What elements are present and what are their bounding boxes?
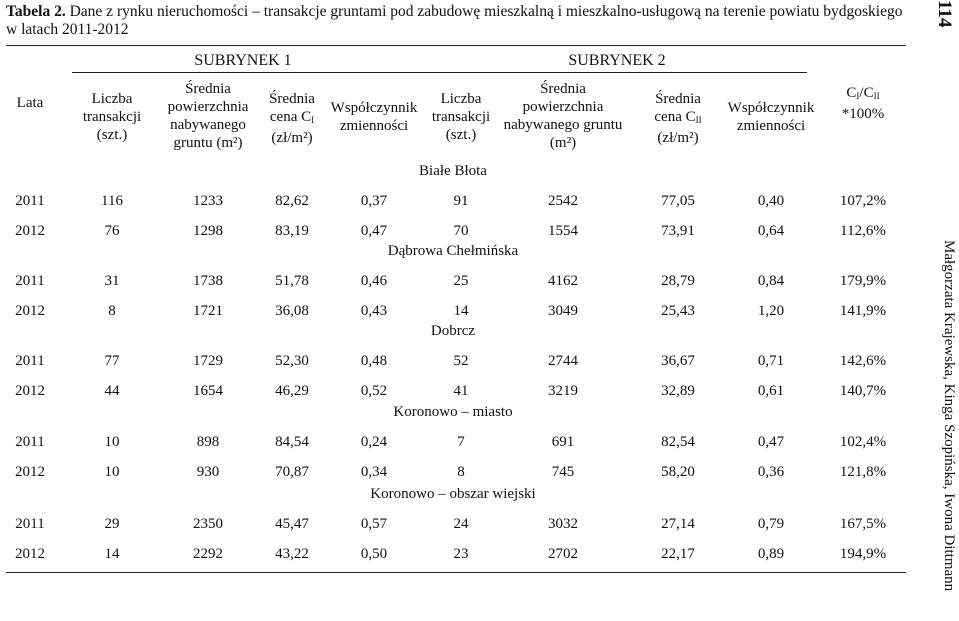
table-cell: 14 [453,303,469,319]
table-caption [6,3,906,39]
table-cell: 31 [104,273,120,289]
table-cell: 10 [104,434,120,450]
table-cell: 1,20 [757,303,785,319]
table-cell: 25,43 [661,303,695,319]
table-cell: 167,5% [839,516,887,532]
table-cell: 102,4% [839,434,887,450]
table-cell: 142,6% [839,353,887,369]
table-bottom-rule [6,572,906,573]
header-subrynek-2: SUBRYNEK 2 [568,52,666,69]
table-cell: 2012 [15,303,45,319]
header-lata: Lata [16,95,44,111]
table-cell: 112,6% [840,223,886,239]
table-cell: 930 [196,464,220,480]
table-cell: 14 [104,546,120,562]
table-cell: 141,9% [839,303,887,319]
header-s2-srednia-cena: Średnia cena $C_{II}$ (zł/m²) [654,91,702,146]
table-cell: 0,61 [757,383,785,399]
table-cell: 52 [453,353,469,369]
group-name: Dąbrowa Chełmińska [387,243,519,259]
table-cell: 691 [551,434,575,450]
table-cell: 4162 [548,273,578,289]
table-cell: 45,47 [275,516,309,532]
table-cell: 2012 [15,383,45,399]
table-cell: 1729 [193,353,223,369]
table-cell: 0,79 [757,516,785,532]
table-cell: 2292 [193,546,223,562]
table-cell: 2011 [15,516,45,532]
table-cell: 28,79 [661,273,695,289]
table-cell: 2011 [15,353,45,369]
table-cell: 0,48 [360,353,388,369]
table-cell: 0,47 [360,223,388,239]
table-cell: 58,20 [661,464,695,480]
table-cell: 745 [551,464,575,480]
table-cell: 0,71 [757,353,785,369]
table-cell: 0,37 [360,193,388,209]
table-cell: 46,29 [275,383,309,399]
running-header: Małgorzata Krajewska, Kinga Szopińska, Iwona Dittmann [941,240,957,592]
table-cell: 2702 [548,546,578,562]
table-cell: 77,05 [661,193,695,209]
table-cell: 22,17 [661,546,695,562]
table-cell: 0,36 [757,464,785,480]
table-cell: 23 [453,546,469,562]
table-cell: 44 [104,383,120,399]
subrynek-rule [72,72,807,73]
table-cell: 41 [453,383,469,399]
table-cell: 0,64 [757,223,785,239]
table-cell: 7 [457,434,465,450]
table-cell: 0,50 [360,546,388,562]
table-cell: 10 [104,464,120,480]
table-cell: 0,47 [757,434,785,450]
table-cell: 2350 [193,516,223,532]
table-top-rule [6,45,906,46]
header-s1-liczba: Liczba transakcji (szt.) [82,91,142,143]
table-cell: 121,8% [839,464,887,480]
header-s1-srednia-powierzchnia: Średnia powierzchnia nabywanego gruntu (m²) [167,81,249,151]
table-cell: 0,24 [360,434,388,450]
table-cell: 8 [108,303,116,319]
group-name: Białe Błota [419,163,487,179]
table-cell: 25 [453,273,469,289]
table-cell: 2012 [15,223,45,239]
table-cell: 2012 [15,546,45,562]
table-cell: 0,43 [360,303,388,319]
header-s1-srednia-cena: Średnia cena $C_I$ (zł/m²) [269,91,315,146]
table-cell: 140,7% [839,383,887,399]
table-cell: 2012 [15,464,45,480]
table-cell: 43,22 [275,546,309,562]
table-cell: 2542 [548,193,578,209]
header-ratio: $C_I/C_{II}$ *100% [841,85,885,122]
group-name: Dobrcz [430,323,476,339]
table-cell: 82,54 [661,434,695,450]
table-cell: 70 [453,223,469,239]
table-cell: 8 [457,464,465,480]
table-cell: 2011 [15,434,45,450]
table-cell: 1721 [193,303,223,319]
page-number: 114 [934,0,955,28]
table-cell: 84,54 [275,434,309,450]
table-cell: 36,67 [661,353,695,369]
table-cell: 1654 [193,383,223,399]
table-cell: 29 [104,516,120,532]
table-cell: 0,89 [757,546,785,562]
table-cell: 83,19 [275,223,309,239]
table-cell: 36,08 [275,303,309,319]
table-cell: 52,30 [275,353,309,369]
table-cell: 1233 [193,193,223,209]
header-subrynek-1: SUBRYNEK 1 [194,52,292,69]
table-cell: 1298 [193,223,223,239]
table-cell: 2744 [548,353,578,369]
table-cell: 107,2% [839,193,887,209]
table-cell: 0,52 [360,383,388,399]
table-cell: 0,40 [757,193,785,209]
table-cell: 32,89 [661,383,695,399]
table-cell: 0,34 [360,464,388,480]
table-cell: 51,78 [275,273,309,289]
table-cell: 77 [104,353,120,369]
table-cell: 2011 [15,273,45,289]
table-cell: 116 [101,193,123,209]
table-cell: 27,14 [661,516,695,532]
header-s2-srednia-powierzchnia: Średnia powierzchnia nabywanego gruntu (m²) [503,81,623,151]
table-cell: 70,87 [275,464,309,480]
table-cell: 179,9% [839,273,887,289]
table-cell: 0,57 [360,516,388,532]
caption-text: Dane z rynku nieruchomości – transakcje gruntami pod zabudowę mieszkalną i mieszkalno-usługową na terenie powiatu bydgoskiego w latach 2011-2012 [6,3,903,38]
table-cell: 2011 [15,193,45,209]
table-cell: 194,9% [839,546,887,562]
table-cell: 91 [453,193,469,209]
table-cell: 1738 [193,273,223,289]
group-name: Koronowo – miasto [393,404,513,420]
caption-label: Tabela 2. [6,3,66,20]
header-s1-wspolczynnik: Współczynnik zmienności [330,100,418,134]
table-cell: 898 [196,434,220,450]
header-s2-wspolczynnik: Współczynnik zmienności [727,100,815,134]
table-cell: 0,84 [757,273,785,289]
table-cell: 1554 [548,223,578,239]
table-cell: 24 [453,516,469,532]
table-cell: 3049 [548,303,578,319]
header-s2-liczba: Liczba transakcji (szt.) [431,91,491,143]
group-name: Koronowo – obszar wiejski [370,486,536,502]
table-cell: 0,46 [360,273,388,289]
table-cell: 3032 [548,516,578,532]
table-cell: 73,91 [661,223,695,239]
table-cell: 3219 [548,383,578,399]
table-cell: 76 [104,223,120,239]
table-cell: 82,62 [275,193,309,209]
